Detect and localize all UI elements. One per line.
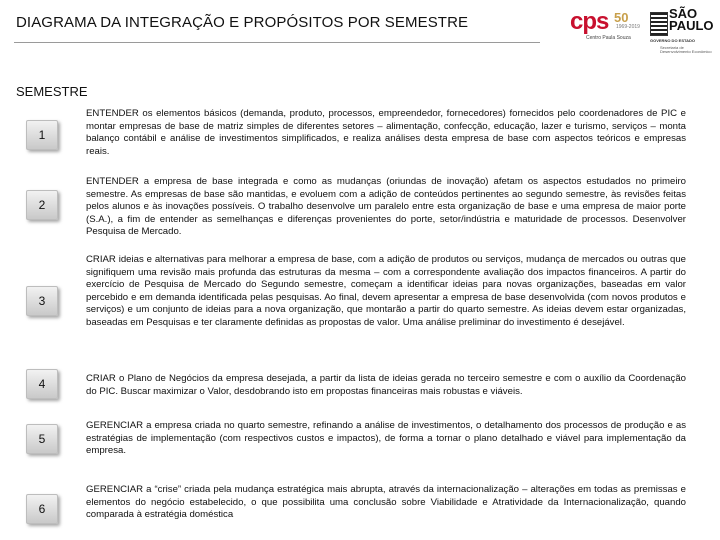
sao-paulo-logo-line1: SÃO (669, 6, 698, 21)
sao-paulo-logo-text (669, 8, 714, 32)
flag-icon (650, 12, 668, 36)
cps-logo-50: 50 (614, 10, 629, 25)
semester-badge: 3 (26, 286, 58, 316)
section-label: SEMESTRE (16, 84, 88, 99)
sao-paulo-logo-line2: PAULO (669, 18, 714, 33)
cps-logo-subtitle: Centro Paula Souza (586, 35, 631, 41)
semester-badge: 4 (26, 369, 58, 399)
semester-badge: 6 (26, 494, 58, 524)
semester-description: CRIAR o Plano de Negócios da empresa desejada, a partir da lista de ideias gerada no terceiro semestre e com o auxílio da Coordenação do PIC. Buscar maximizar o Valor, desdobrando isto em propostas financeiras mais robustas e viáveis. (86, 373, 686, 397)
title-divider (14, 42, 540, 43)
semester-badge: 1 (26, 120, 58, 150)
sao-paulo-gov-line: GOVERNO DO ESTADO (650, 38, 696, 43)
semester-badge: 2 (26, 190, 58, 220)
semester-description: GERENCIAR a “crise” criada pela mudança estratégica mais abrupta, através da internacionalização – alterações em todas as premissas e elementos do negócio estabelecido, o que possibilita uma conclusão sobre Viabilidade e Atratividade da Internacionalização, quando comparada à estratégia doméstica (86, 484, 686, 521)
semester-description: ENTENDER os elementos básicos (demanda, produto, processos, empreendedor, fornecedores) fornecidos pelo coordenadores de PIC e montar empresas de base de matriz simples de diferentes setores – alimentação, confecção, educação, lazer e turismo, serviços – monta balanço contábil e análise de investimentos simplificados, e realiza análises desta empresa de base com aspectos teóricos e empresas reais. (86, 108, 686, 157)
sao-paulo-logo (650, 8, 712, 52)
sao-paulo-secretaria: Secretaria de Desenvolvimento Econômico (660, 45, 712, 54)
cps-logo-word: cps (570, 8, 609, 35)
cps-logo (570, 10, 642, 46)
semester-description: CRIAR ideias e alternativas para melhorar a empresa de base, com a adição de produtos ou serviços, mudança de mercados ou outras que signifiquem uma revisão mais profunda das estruturas da mesma – com a correspondente avaliação dos impactos financeiros. A partir do exercício de Pesquisa de Mercado do Segundo semestre, começam a identificar ideias para novas organizações, baseadas em valor percebido e em demanda identificada pelas pesquisas. Ao final, devem apresentar a empresa de base desenvolvida (com novos produtos e serviços) e um conjunto de ideias para a nova organização, que montarão a partir do quarto semestre. As ideias devem estar organizadas, baseadas em Pesquisas e ter claramente definidas as propostas de valor. Uma análise preliminar do investimento é desejável. (86, 254, 686, 328)
cps-logo-years: 1969-2019 (616, 24, 640, 30)
page-title: DIAGRAMA DA INTEGRAÇÃO E PROPÓSITOS POR SEMESTRE (16, 14, 469, 31)
semester-description: GERENCIAR a empresa criada no quarto semestre, refinando a análise de investimentos, o detalhamento dos processos de produção e as estratégias de implementação (com respectivos custos e impactos), de forma a tornar o plano detalhado e viável para implementação da empresa. (86, 420, 686, 457)
semester-description: ENTENDER a empresa de base integrada e como as mudanças (oriundas de inovação) afetam os aspectos estudados no primeiro semestre. As empresas de base são mantidas, e evoluem com a adição de conteúdos pertinentes ao segundo semestre, às revisões feitas pelos alunos e às inovações possíveis. O trabalho desenvolve um paralelo entre esta organização de base e uma empresa de maior porte (S.A.), a fim de entender as semelhanças e diferenças provenientes do porte, setor/indústria e maturidade de processos. Desenvolver Pesquisa de Mercado. (86, 176, 686, 238)
semester-badge: 5 (26, 424, 58, 454)
